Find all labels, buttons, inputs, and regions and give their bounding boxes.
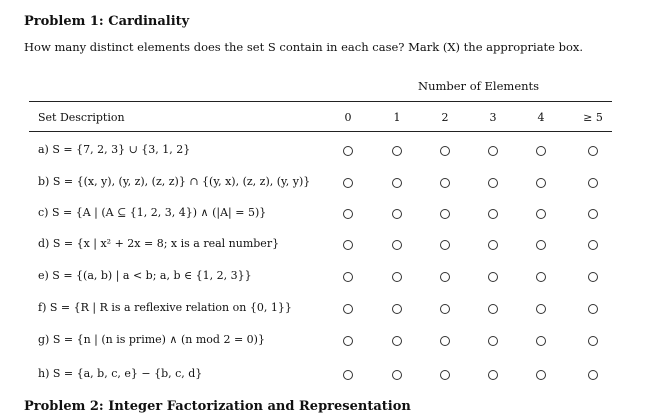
answer-radio[interactable] xyxy=(440,240,450,250)
set-description: a) S = {7, 2, 3} ∪ {3, 1, 2} xyxy=(38,143,191,156)
set-description: d) S = {x | x² + 2x = 8; x is a real number} xyxy=(38,237,280,250)
answer-radio[interactable] xyxy=(343,370,353,380)
answer-radio[interactable] xyxy=(536,370,546,380)
answer-radio[interactable] xyxy=(440,370,450,380)
column-header: ≥ 5 xyxy=(583,111,603,124)
number-of-elements-header: Number of Elements xyxy=(418,79,540,93)
column-header: 1 xyxy=(393,111,401,124)
answer-radio[interactable] xyxy=(536,209,546,219)
answer-radio[interactable] xyxy=(440,146,450,156)
answer-radio[interactable] xyxy=(440,304,450,314)
answer-radio[interactable] xyxy=(440,336,450,346)
set-description: h) S = {a, b, c, e} − {b, c, d} xyxy=(38,367,203,380)
answer-radio[interactable] xyxy=(488,240,498,250)
answer-radio[interactable] xyxy=(343,240,353,250)
answer-radio[interactable] xyxy=(536,240,546,250)
answer-radio[interactable] xyxy=(588,146,598,156)
column-header: 2 xyxy=(441,111,449,124)
column-header: 0 xyxy=(344,111,352,124)
answer-radio[interactable] xyxy=(392,209,402,219)
answer-radio[interactable] xyxy=(488,272,498,282)
answer-radio[interactable] xyxy=(488,336,498,346)
set-description: b) S = {(x, y), (y, z), (z, z)} ∩ {(y, x), (z, z), (y, y)} xyxy=(38,175,311,188)
answer-radio[interactable] xyxy=(536,336,546,346)
answer-radio[interactable] xyxy=(488,370,498,380)
table-header-rule xyxy=(29,131,612,132)
answer-radio[interactable] xyxy=(488,178,498,188)
set-description: c) S = {A | (A ⊆ {1, 2, 3, 4}) ∧ (|A| = 5)} xyxy=(38,206,267,219)
set-description: f) S = {R | R is a reflexive relation on {0, 1}} xyxy=(38,301,292,314)
set-description: g) S = {n | (n is prime) ∧ (n mod 2 = 0)} xyxy=(38,333,265,346)
answer-radio[interactable] xyxy=(488,209,498,219)
answer-radio[interactable] xyxy=(488,146,498,156)
set-description-header: Set Description xyxy=(38,111,125,124)
answer-radio[interactable] xyxy=(392,146,402,156)
answer-radio[interactable] xyxy=(343,209,353,219)
answer-radio[interactable] xyxy=(588,336,598,346)
answer-radio[interactable] xyxy=(440,209,450,219)
answer-radio[interactable] xyxy=(392,240,402,250)
answer-radio[interactable] xyxy=(440,272,450,282)
answer-radio[interactable] xyxy=(343,272,353,282)
problem-title: Problem 1: Cardinality xyxy=(24,14,190,29)
answer-radio[interactable] xyxy=(588,240,598,250)
answer-radio[interactable] xyxy=(536,304,546,314)
answer-radio[interactable] xyxy=(343,336,353,346)
answer-radio[interactable] xyxy=(488,304,498,314)
answer-radio[interactable] xyxy=(588,209,598,219)
answer-radio[interactable] xyxy=(588,370,598,380)
answer-radio[interactable] xyxy=(343,304,353,314)
problem-instruction: How many distinct elements does the set S contain in each case? Mark (X) the appropriate box. xyxy=(24,40,584,54)
answer-radio[interactable] xyxy=(440,178,450,188)
answer-radio[interactable] xyxy=(392,304,402,314)
column-header: 4 xyxy=(537,111,545,124)
answer-radio[interactable] xyxy=(536,272,546,282)
set-description: e) S = {(a, b) | a < b; a, b ∈ {1, 2, 3}} xyxy=(38,269,252,282)
table-top-rule xyxy=(29,101,612,102)
answer-radio[interactable] xyxy=(392,370,402,380)
answer-radio[interactable] xyxy=(343,178,353,188)
answer-radio[interactable] xyxy=(536,178,546,188)
answer-radio[interactable] xyxy=(392,272,402,282)
column-header: 3 xyxy=(489,111,497,124)
answer-radio[interactable] xyxy=(343,146,353,156)
answer-radio[interactable] xyxy=(588,178,598,188)
answer-radio[interactable] xyxy=(588,304,598,314)
answer-radio[interactable] xyxy=(392,178,402,188)
answer-radio[interactable] xyxy=(588,272,598,282)
answer-radio[interactable] xyxy=(392,336,402,346)
next-problem-title: Problem 2: Integer Factorization and Representation xyxy=(24,399,411,414)
answer-radio[interactable] xyxy=(536,146,546,156)
